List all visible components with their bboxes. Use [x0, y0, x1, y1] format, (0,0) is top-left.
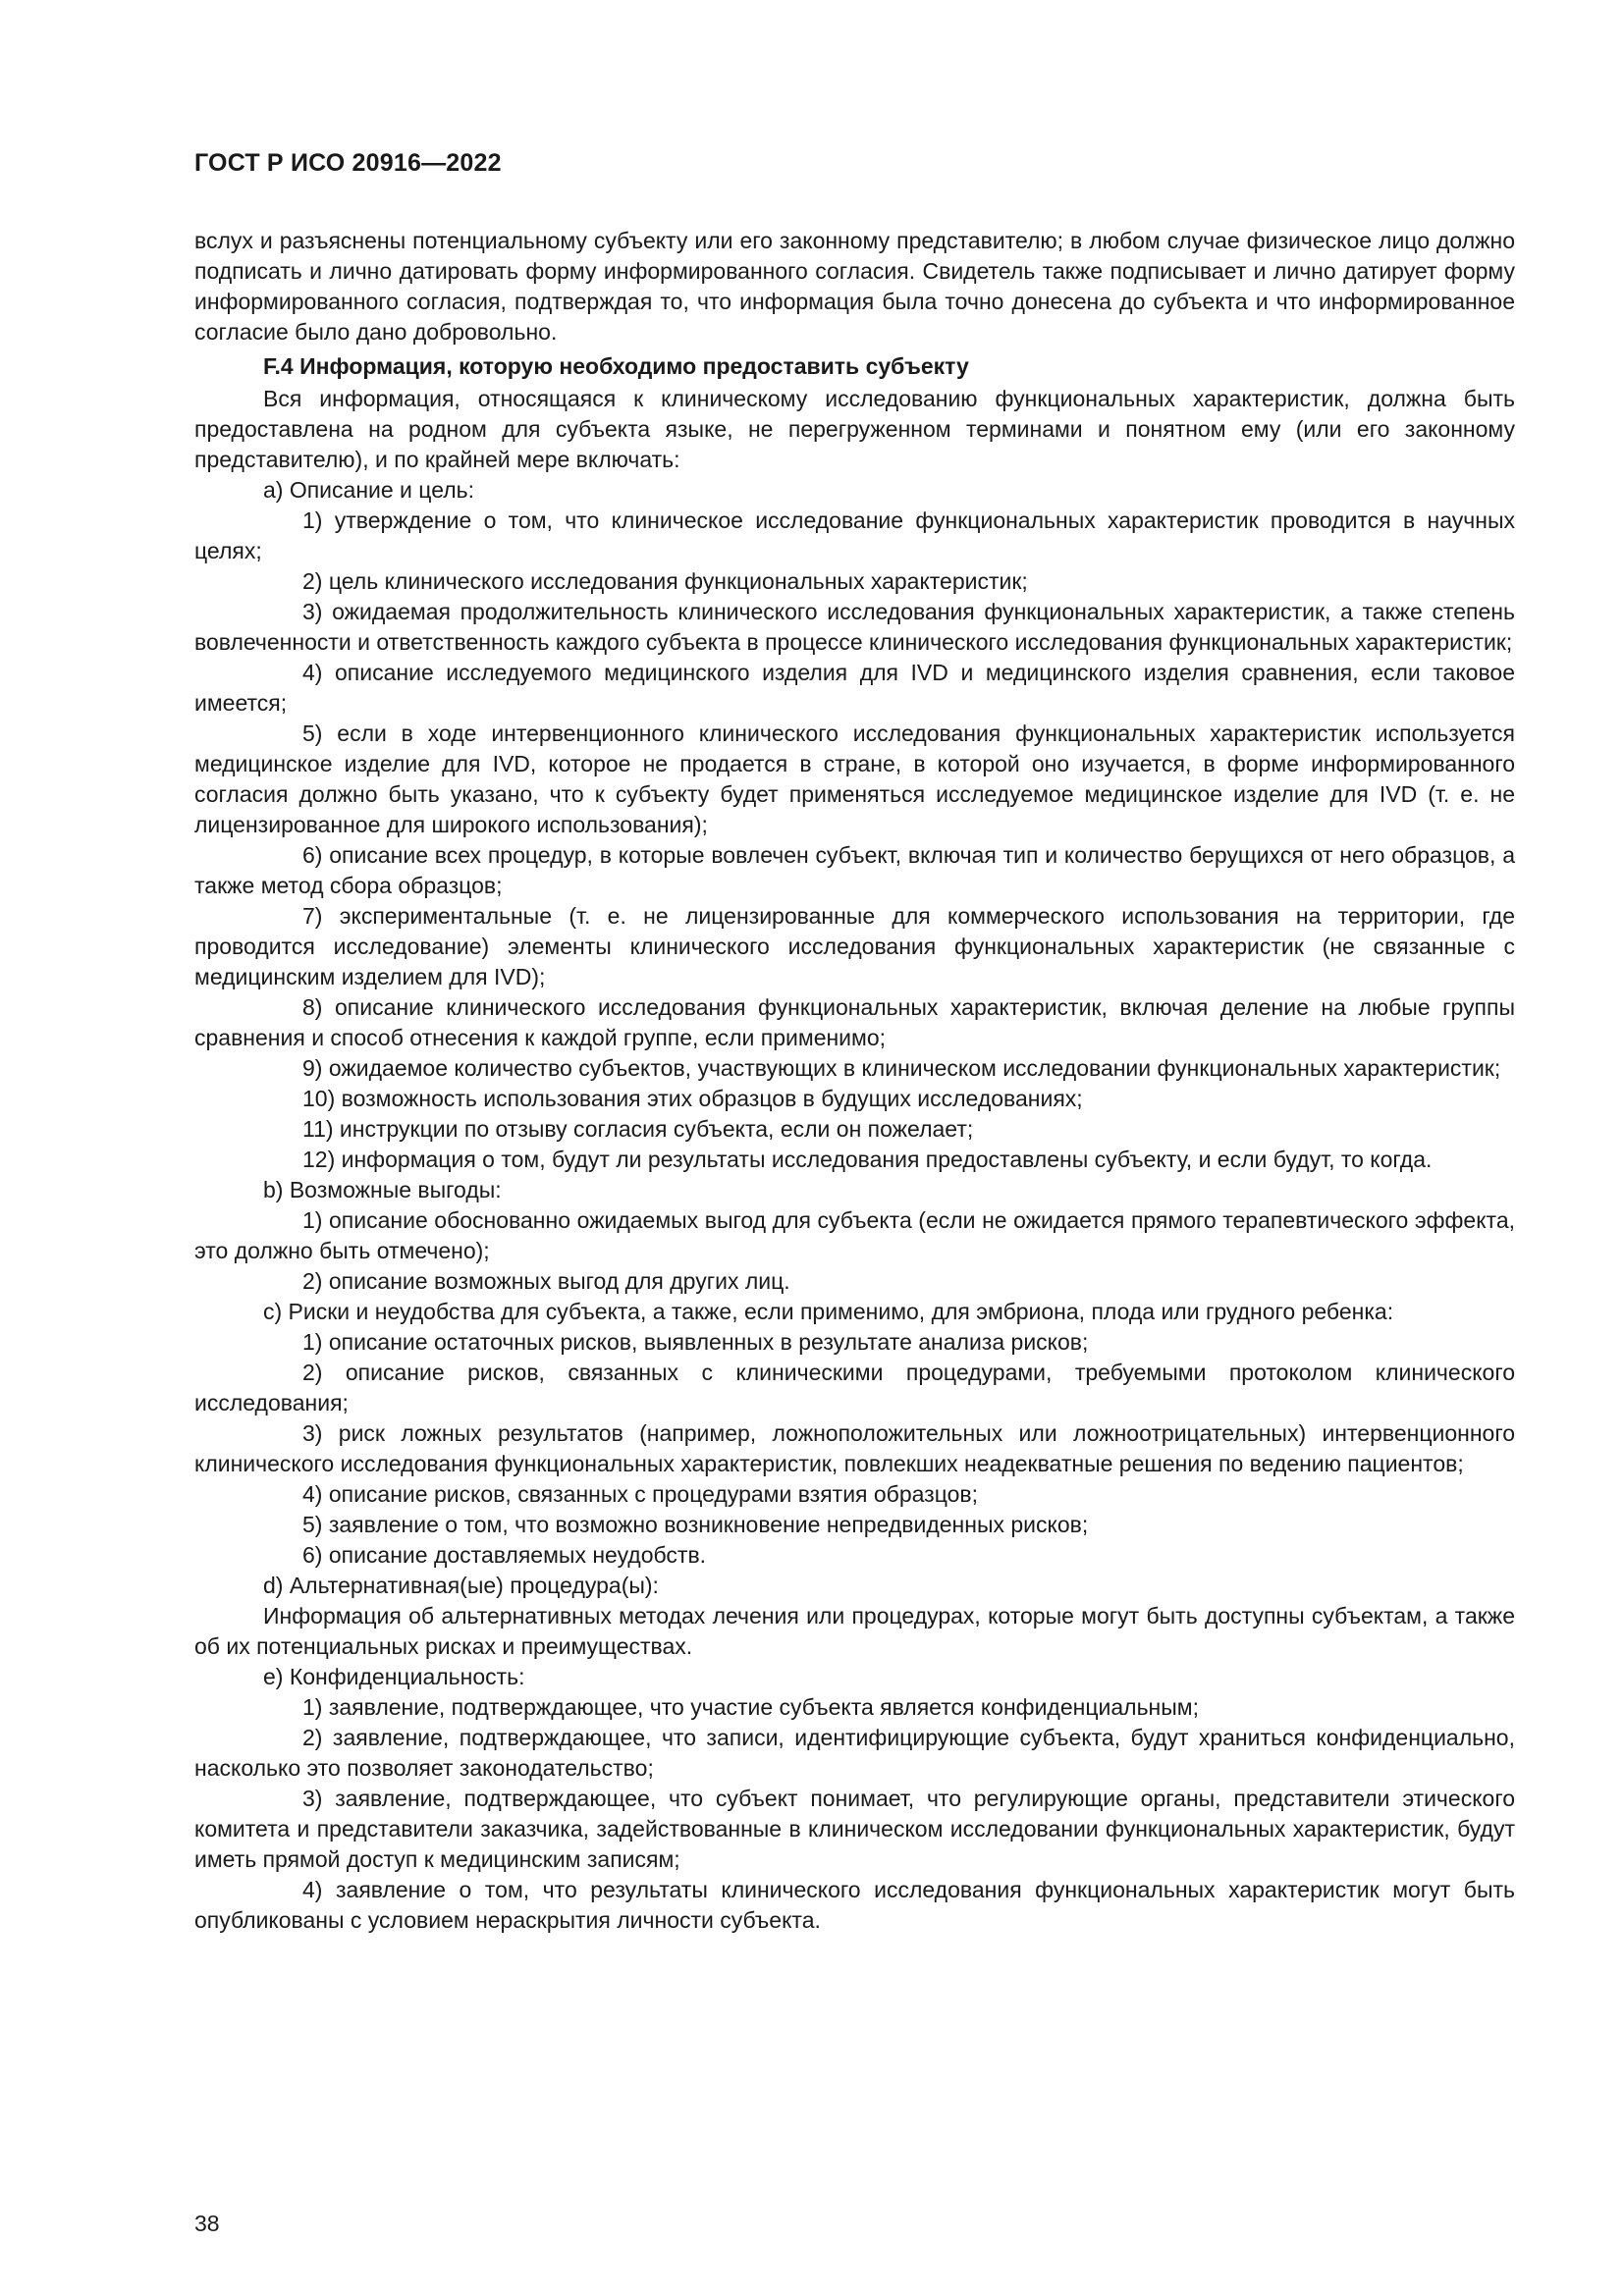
list-item: 11) инструкции по отзыву согласия субъекта, если он пожелает;: [302, 1116, 974, 1142]
list-item: 10) возможность использования этих образцов в будущих исследованиях;: [302, 1086, 1083, 1111]
list-item: 2) цель клинического исследования функциональных характеристик;: [302, 568, 1028, 594]
page-number: 38: [194, 2211, 220, 2236]
list-item: 2) описание рисков, связанных с клиническими процедурами, требуемыми протоколом клинического исследования;: [194, 1360, 1515, 1415]
list-item: 1) заявление, подтверждающее, что участие субъекта является конфиденциальным;: [302, 1694, 1199, 1720]
list-item: 9) ожидаемое количество субъектов, участвующих в клиническом исследовании функциональных характеристик;: [302, 1055, 1501, 1081]
list-item: 5) если в ходе интервенционного клинического исследования функциональных характеристик используется медицинское изделие для IVD, которое не продается в стране, в которой оно изучается, в форме информированного согласия должно быть указано, что к субъекту будет применяться исследуемое медицинское изделие для IVD (т. е. не лицензированное для широкого использования);: [194, 721, 1515, 837]
section-intro-paragraph: Вся информация, относящаяся к клиническому исследованию функциональных характеристик, должна быть предоставлена на родном для субъекта языке, не перегруженном терминами и понятном ему (или его законному представителю), и по крайней мере включать:: [194, 386, 1515, 472]
list-item: 8) описание клинического исследования функциональных характеристик, включая деление на любые группы сравнения и способ отнесения к каждой группе, если применимо;: [194, 994, 1515, 1050]
document-header: ГОСТ Р ИСО 20916—2022: [194, 149, 502, 177]
list-item: 3) риск ложных результатов (например, ложноположительных или ложноотрицательных) интервенционного клинического исследования функциональных характеристик, повлекших неадекватные решения по ведению пациентов;: [194, 1420, 1515, 1476]
list-item: 12) информация о том, будут ли результаты исследования предоставлены субъекту, и если будут, то когда.: [302, 1147, 1433, 1172]
list-b-title: b) Возможные выгоды:: [263, 1177, 502, 1202]
list-c-title: c) Риски и неудобства для субъекта, а также, если применимо, для эмбриона, плода или грудного ребенка:: [263, 1299, 1394, 1324]
list-item: 1) утверждение о том, что клиническое исследование функциональных характеристик проводится в научных целях;: [194, 507, 1515, 563]
list-item: 4) заявление о том, что результаты клинического исследования функциональных характеристик могут быть опубликованы с условием нераскрытия личности субъекта.: [194, 1877, 1515, 1933]
list-a-title: a) Описание и цель:: [263, 477, 475, 503]
list-item: 2) описание возможных выгод для других лиц.: [302, 1268, 790, 1294]
list-item: 2) заявление, подтверждающее, что записи, идентифицирующие субъекта, будут храниться конфиденциально, насколько это позволяет законодательство;: [194, 1725, 1515, 1781]
list-item: 4) описание исследуемого медицинского изделия для IVD и медицинского изделия сравнения, если таковое имеется;: [194, 660, 1515, 716]
list-e-title: e) Конфиденциальность:: [263, 1664, 525, 1689]
list-item: 1) описание обоснованно ожидаемых выгод для субъекта (если не ожидается прямого терапевтического эффекта, это должно быть отмечено);: [194, 1207, 1515, 1263]
list-d-title: d) Альтернативная(ые) процедура(ы):: [263, 1573, 659, 1598]
list-item: 4) описание рисков, связанных с процедурами взятия образцов;: [302, 1481, 979, 1507]
list-item: 5) заявление о том, что возможно возникновение непредвиденных рисков;: [302, 1512, 1089, 1537]
list-item: 3) ожидаемая продолжительность клинического исследования функциональных характеристик, а также степень вовлеченности и ответственность каждого субъекта в процессе клинического исследования функциональных характеристик;: [194, 599, 1515, 655]
list-d-text: Информация об альтернативных методах лечения или процедурах, которые могут быть доступны субъектам, а также об их потенциальных рисках и преимуществах.: [194, 1603, 1515, 1659]
list-item: 3) заявление, подтверждающее, что субъект понимает, что регулирующие органы, представители этического комитета и представители заказчика, задействованные в клиническом исследовании функциональных характеристик, будут иметь прямой доступ к медицинским записям;: [194, 1786, 1515, 1872]
intro-paragraph: вслух и разъяснены потенциальному субъекту или его законному представителю; в любом случае физическое лицо должно подписать и лично датировать форму информированного согласия. Свидетель также подписывает и лично датирует форму информированного согласия, подтверждая то, что информация была точно донесена до субъекта и что информированное согласие было дано добровольно.: [194, 228, 1515, 345]
section-heading: F.4 Информация, которую необходимо предоставить субъекту: [263, 353, 969, 379]
list-item: 7) экспериментальные (т. е. не лицензированные для коммерческого использования на территории, где проводится исследование) элементы клинического исследования функциональных характеристик (не связанные с медицинским изделием для IVD);: [194, 903, 1515, 989]
list-item: 6) описание доставляемых неудобств.: [302, 1542, 707, 1568]
list-item: 1) описание остаточных рисков, выявленных в результате анализа рисков;: [302, 1329, 1089, 1355]
list-item: 6) описание всех процедур, в которые вовлечен субъект, включая тип и количество берущихся от него образцов, а также метод сбора образцов;: [194, 842, 1515, 898]
page-body: [194, 226, 1515, 1936]
